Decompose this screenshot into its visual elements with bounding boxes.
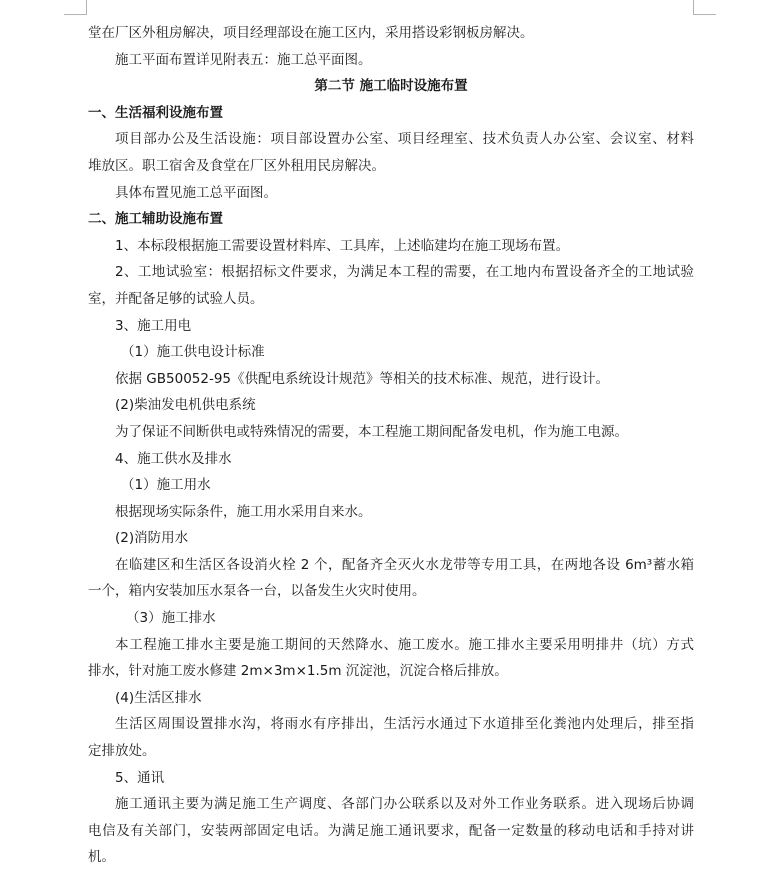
paragraph-line: 生活区周围设置排水沟，将雨水有序排出，生活污水通过下水道排至化粪池内处理后，排至指 <box>115 716 694 733</box>
paragraph-line: 堆放区。职工宿舍及食堂在厂区外租用民房解决。 <box>88 157 385 174</box>
section-heading: 二、施工辅助设施布置 <box>88 211 223 228</box>
paragraph-line: 本工程施工排水主要是施工期间的天然降水、施工废水。施工排水主要采用明排井（坑）方式 <box>115 636 694 653</box>
paragraph-line: 排水，针对施工废水修建 2m×3m×1.5m 沉淀池，沉淀合格后排放。 <box>88 663 508 680</box>
paragraph-line: 根据现场实际条件，施工用水采用自来水。 <box>115 503 372 520</box>
paragraph-line: 机。 <box>88 849 115 866</box>
paragraph-line: 4、施工供水及排水 <box>115 450 232 467</box>
paragraph-line: 堂在厂区外租房解决，项目经理部设在施工区内，采用搭设彩钢板房解决。 <box>88 25 534 41</box>
paragraph-line: 室，并配备足够的试验人员。 <box>88 290 264 307</box>
paragraph-line: (2)柴油发电机供电系统 <box>115 397 256 414</box>
paragraph-line: 电信及有关部门，安装两部固定电话。为满足施工通讯要求，配备一定数量的移动电话和手持对讲 <box>88 822 694 839</box>
paragraph-line: (2)消防用水 <box>115 530 189 547</box>
paragraph-line: 一个，箱内安装加压水泵各一台，以备发生火灾时使用。 <box>88 583 426 600</box>
paragraph-line: 施工平面布置详见附表五：施工总平面图。 <box>115 51 372 68</box>
paragraph-line: 依据 GB50052-95《供配电系统设计规范》等相关的技术标准、规范，进行设计。 <box>115 370 610 387</box>
paragraph-line: 定排放处。 <box>88 743 156 760</box>
paragraph-line: 施工通讯主要为满足施工生产调度、各部门办公联系以及对外工作业务联系。进入现场后协调 <box>115 796 694 813</box>
paragraph-line: 1、本标段根据施工需要设置材料库、工具库，上述临建均在施工现场布置。 <box>115 237 570 254</box>
paragraph-line: 3、施工用电 <box>115 317 192 334</box>
paragraph-line: (4)生活区排水 <box>115 689 202 706</box>
paragraph-line: 2、工地试验室：根据招标文件要求，为满足本工程的需要，在工地内布置设备齐全的工地试验 <box>115 264 694 281</box>
paragraph-line: 为了保证不间断供电或特殊情况的需要，本工程施工期间配备发电机，作为施工电源。 <box>115 423 628 440</box>
paragraph-line: 5、通讯 <box>115 769 165 786</box>
paragraph-line: （3）施工排水 <box>126 610 216 627</box>
paragraph-line: 项目部办公及生活设施：项目部设置办公室、项目经理室、技术负责人办公室、会议室、材料 <box>115 131 694 148</box>
section-title: 第二节 施工临时设施布置 <box>314 78 468 95</box>
paragraph-line: （1）施工供电设计标准 <box>121 344 265 361</box>
paragraph-line: 在临建区和生活区各设消火栓 2 个，配备齐全灭火水龙带等专用工具，在两地各设 6m³蓄水箱 <box>115 556 694 573</box>
section-heading: 一、生活福利设施布置 <box>88 104 223 121</box>
document-body <box>88 20 694 871</box>
paragraph-line: 具体布置见施工总平面图。 <box>115 184 277 201</box>
paragraph-line: （1）施工用水 <box>121 477 211 494</box>
page-corner-mark-left <box>64 0 87 15</box>
page-corner-mark-right <box>693 0 716 15</box>
